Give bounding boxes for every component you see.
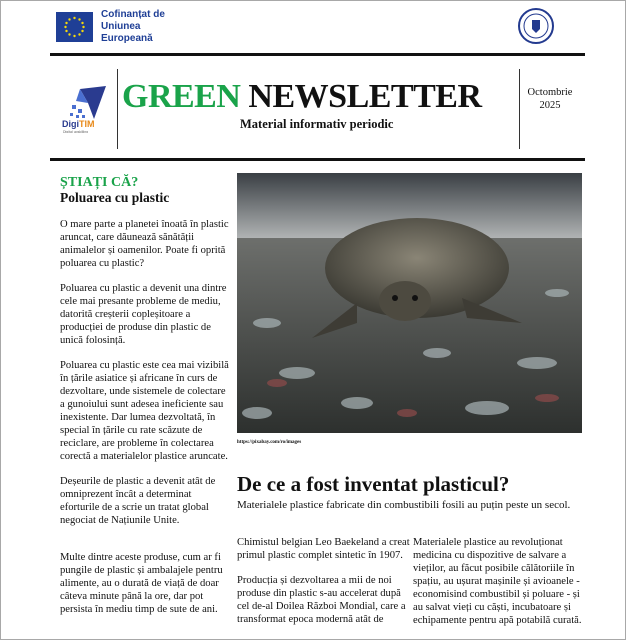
paragraph: Poluarea cu plastic a devenit una dintre cele mai presante probleme de mediu, datorită creșterii copleșitoare a producției de produse din plastic de unică folosință. [60,283,227,346]
eu-flag-icon [56,12,93,42]
eu-line1: Cofinanțat de [101,9,165,20]
divider [519,69,520,149]
image-caption: https://pixabay.com/ro/images [237,440,302,445]
paragraph: Producția și dezvoltarea a mii de noi produse din plastic s-au accelerat după cel de-al Doilea Război Mondial, care a transformat epoca modernă atât de [237,575,406,625]
article-lead: Materialele plastice fabricate din combustibili fosili au puțin peste un secol. [237,499,571,511]
digitim-logo [60,83,112,138]
section-heading: Poluarea cu plastic [60,190,170,205]
government-seal-icon [518,8,554,44]
paragraph: Deșeurile de plastic a devenit atât de omniprezent încât a determinat eforturile de a scrie un tratat global negociat de Națiunile Unite. [60,476,216,526]
article-column-1 [237,536,412,638]
svg-text:DigiTIM: DigiTIM [62,119,95,129]
paragraph: Multe dintre aceste produse, cum ar fi pungile de plastic și ambalajele pentru alimente, au o durată de viață de doar câteva minute până la ore, dar pot persista în mediu timp de sute de ani. [60,552,223,615]
left-column [60,176,232,628]
article-column-2 [413,536,583,639]
header-rule-bottom [50,158,585,161]
issue-date: Octombrie 2025 [527,87,573,111]
kicker: ȘTIAȚI CĂ? [60,175,139,190]
turtle-plastic-photo [237,173,582,433]
divider [117,69,118,149]
newsletter-title: GREEN NEWSLETTER [122,78,482,115]
paragraph: O mare parte a planetei înoată în plastic aruncat, care dăunează sănătății animalelor și oamenilor. Poate fi oprită poluarea cu plastic? [60,219,229,269]
paragraph: Chimistul belgian Leo Baekeland a creat primul plastic complet sintetic în 1907. [237,537,410,561]
eu-line2: Uniunea Europeană [101,21,153,44]
header-rule-top [50,53,585,56]
paragraph: Poluarea cu plastic este cea mai vizibilă în țările asiatice și africane în curs de dezvoltare, unde sistemele de colectare a gunoiului sunt adesea ineficiente sau inexistente. Dar lumea dezvoltată, în special în țările cu rate scăzute de reciclare, are probleme în colectarea corectă a materialelor plastice aruncate. [60,360,229,462]
paragraph: Materialele plastice au revoluționat medicina cu dispozitive de salvare a vieților, au făcut posibile călătoriile în spațiu, au ușurat mașinile și avioanele - economisind combustibil și poluare - și au salvat vieți cu căști, incubatoare și echipamente pentru apă potabilă curată. [413,537,582,626]
logo-tagline: Digital upskilling [63,130,89,133]
eu-cofunding-logo [56,10,190,44]
article-title: De ce a fost inventat plasticul? [237,472,510,496]
subtitle: Material informativ periodic [240,117,394,131]
